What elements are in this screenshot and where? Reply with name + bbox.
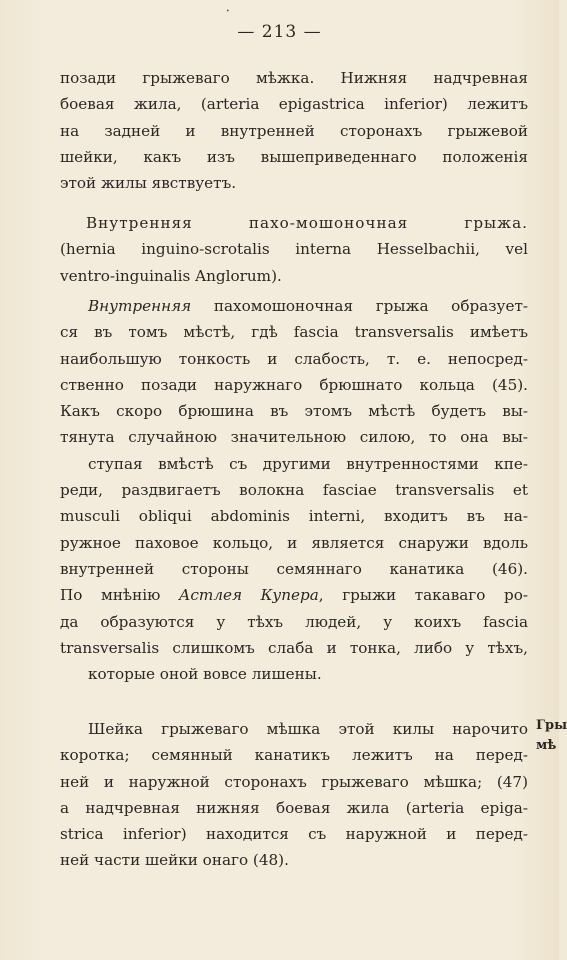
heading-title: Внутренняя пахо-мошоночная грыжа.: [86, 214, 528, 232]
text-line: позади грыжеваго мѣжка. Нижняя надчревная: [60, 69, 528, 87]
text-line: этой жилы явствуетъ.: [60, 174, 237, 193]
italic-name: Астлея Купера: [178, 586, 319, 605]
text-line: реди, раздвигаетъ волокна fasciae transversalis et: [60, 481, 528, 500]
text-line: [60, 293, 528, 319]
paragraph-2: [60, 293, 528, 687]
text-line: на задней и внутренней сторонахъ грыжевой: [60, 121, 528, 140]
text-line: [60, 582, 528, 608]
text-line: наибольшую тонкость и слабость, т. е. непосред-: [60, 349, 528, 368]
text-line: ступая вмѣстѣ съ другими внутренностями кпе-: [88, 454, 528, 473]
text-line: strica inferior) находится съ наружной и перед-: [60, 825, 528, 844]
text-line: Шейка грыжеваго мѣшка этой килы нарочито: [88, 720, 528, 738]
text-line: да образуются у тѣхъ людей, у коихъ fascia: [60, 612, 528, 631]
heading-latin: ventro-inguinalis Anglorum).: [60, 266, 282, 285]
text-line: коротка; семянный канатикъ лежитъ на перед-: [60, 746, 528, 765]
text-span: пахомошоночная грыжа образует-: [191, 297, 528, 315]
text-line: ней части шейки онаго (48).: [60, 851, 289, 870]
text-line: внутренней стороны семяннаго канатика (46).: [60, 559, 528, 578]
paragraph-3: [60, 716, 528, 874]
margin-note-line: мѣ: [536, 738, 557, 753]
text-line: ней и наружной сторонахъ грыжеваго мѣшка; (47): [60, 772, 528, 791]
page-number: — 213 —: [237, 22, 322, 42]
text-line: musculi obliqui abdominis interni, входитъ въ на-: [60, 507, 528, 526]
text-line: ружное паховое кольцо, и является снаружи вдоль: [60, 533, 528, 552]
margin-note-line: Гры: [536, 718, 567, 733]
text-line: которые оной вовсе лишены.: [88, 665, 322, 684]
text-line: transversalis слишкомъ слаба и тонка, либо у тѣхъ,: [60, 638, 528, 657]
ink-speck: •: [226, 8, 230, 15]
text-line: шейки, какъ изъ вышеприведеннаго положенія: [60, 147, 528, 166]
text-line: тянута случайною значительною силою, то она вы-: [60, 428, 528, 447]
text-span: По мнѣнію: [60, 586, 179, 605]
heading-latin: (hernia inguino-scrotalis interna Hesselbachii, vel: [60, 240, 528, 259]
text-line: боевая жила, (arteria epigastrica inferior) лежитъ: [60, 95, 528, 114]
text-line: ственно позади наружнаго брюшнато кольца (45).: [60, 375, 528, 394]
text-line: ся въ томъ мѣстѣ, гдѣ fascia transversalis имѣетъ: [60, 323, 528, 342]
margin-note: [536, 716, 566, 756]
paragraph-1: [60, 65, 528, 196]
text-line: Какъ скоро брюшина въ этомъ мѣстѣ будетъ вы-: [60, 402, 528, 421]
text-span: , грыжи такаваго ро-: [318, 586, 529, 605]
section-heading: [60, 210, 528, 289]
italic-word: Внутренняя: [88, 297, 192, 315]
text-line: а надчревная нижняя боевая жила (arteria epiga-: [60, 798, 528, 817]
